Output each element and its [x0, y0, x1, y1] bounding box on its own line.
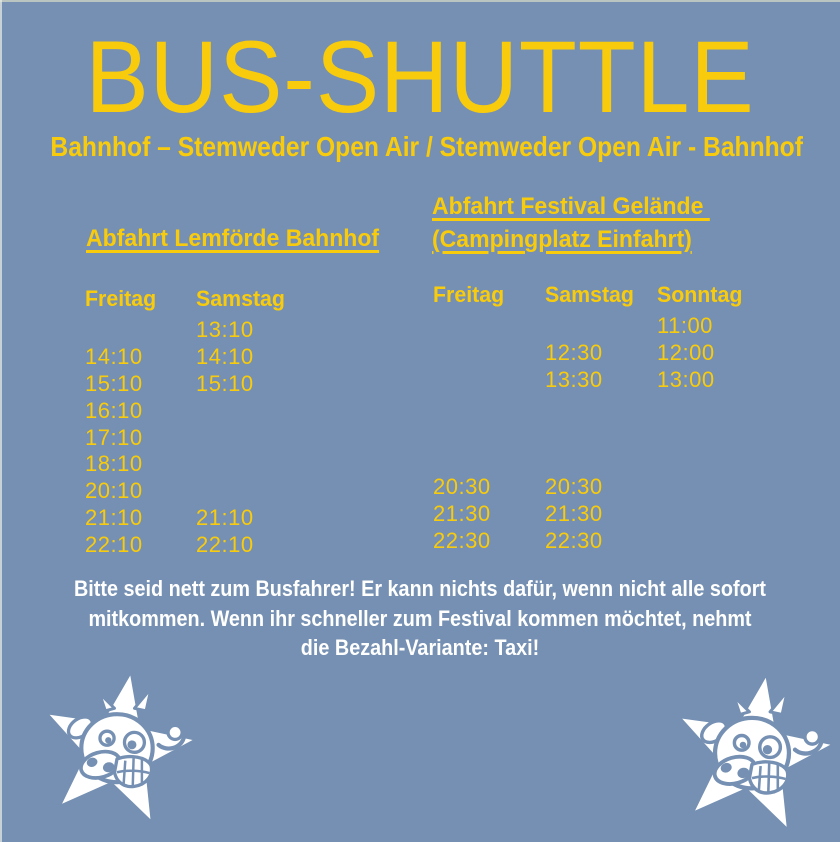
departure-time-cell	[657, 421, 769, 448]
departure-time-cell	[433, 313, 545, 340]
departure-time-cell: 17:10	[85, 424, 143, 450]
station-timetable	[85, 287, 307, 559]
departure-time-cell	[196, 451, 307, 478]
star-cow-logo	[26, 666, 208, 832]
departure-time-cell: 18:10	[85, 451, 143, 477]
departure-time-cell: 12:30	[545, 339, 603, 365]
festival-timetable	[433, 283, 769, 555]
departure-time-cell: 21:10	[196, 505, 254, 531]
top-edge-line	[0, 0, 840, 2]
departure-time-cell: 15:10	[196, 370, 254, 396]
departure-time-cell: 21:10	[85, 505, 143, 531]
departure-time-cell: 22:10	[196, 532, 254, 558]
departure-time-cell	[433, 394, 545, 421]
departure-time-cell: 13:30	[545, 366, 603, 392]
festival-heading-line1: Abfahrt Festival Gelände	[432, 193, 710, 220]
festival-departure-heading	[432, 190, 710, 256]
footer-note-line: mitkommen. Wenn ihr schneller zum Festival kommen möchtet, nehmt	[88, 605, 752, 631]
departure-time-cell: 20:10	[85, 478, 143, 504]
departure-time-cell: 20:30	[433, 474, 491, 500]
footer-note-line: die Bezahl-Variante: Taxi!	[300, 635, 540, 660]
departure-time-cell: 14:10	[196, 343, 254, 369]
departure-time-cell: 22:10	[85, 532, 143, 558]
departure-time-cell	[433, 421, 545, 448]
departure-time-cell: 22:30	[545, 528, 603, 554]
departure-time-cell: 15:10	[85, 370, 143, 396]
station-departure-heading: Abfahrt Lemförde Bahnhof	[86, 225, 380, 252]
star-cow-logo	[664, 668, 840, 840]
day-column-header: Freitag	[85, 286, 157, 311]
day-column-header: Sonntag	[657, 282, 743, 307]
departure-time-cell: 11:00	[657, 313, 713, 338]
departure-time-cell: 14:10	[85, 343, 143, 369]
departure-time-cell: 20:30	[545, 474, 603, 500]
departure-time-cell: 22:30	[433, 528, 491, 554]
departure-time-cell	[196, 398, 307, 425]
footer-note-line: Bitte seid nett zum Busfahrer! Er kann nichts dafür, wenn nicht alle sofort	[73, 576, 767, 601]
departure-time-cell	[545, 394, 657, 421]
day-column-header: Freitag	[433, 282, 505, 307]
departure-time-cell: 21:30	[433, 501, 491, 527]
departure-time-cell	[545, 421, 657, 448]
left-edge-line	[0, 0, 2, 842]
departure-time-cell: 21:30	[545, 501, 603, 527]
departure-time-cell	[657, 474, 769, 501]
page-title: BUS-SHUTTLE	[85, 20, 755, 134]
day-column-header: Samstag	[545, 282, 634, 307]
departure-time-cell: 13:00	[657, 366, 715, 392]
departure-time-cell	[545, 447, 657, 474]
festival-heading-line2: (Campingplatz Einfahrt)	[432, 226, 692, 253]
day-column-header: Samstag	[196, 286, 285, 311]
departure-time-cell	[433, 367, 545, 394]
departure-time-cell	[196, 478, 307, 505]
departure-time-cell: 13:10	[196, 317, 254, 342]
footer-note	[0, 574, 840, 663]
departure-time-cell: 16:10	[85, 397, 143, 423]
departure-time-cell	[657, 528, 769, 555]
departure-time-cell	[657, 394, 769, 421]
route-subtitle: Bahnhof – Stemweder Open Air / Stemweder Open Air - Bahnhof	[50, 131, 803, 162]
departure-time-cell	[85, 317, 196, 344]
departure-time-cell	[657, 501, 769, 528]
departure-time-cell: 12:00	[657, 339, 715, 365]
departure-time-cell	[545, 313, 657, 340]
departure-time-cell	[196, 425, 307, 452]
departure-time-cell	[433, 447, 545, 474]
departure-time-cell	[433, 340, 545, 367]
departure-time-cell	[657, 447, 769, 474]
